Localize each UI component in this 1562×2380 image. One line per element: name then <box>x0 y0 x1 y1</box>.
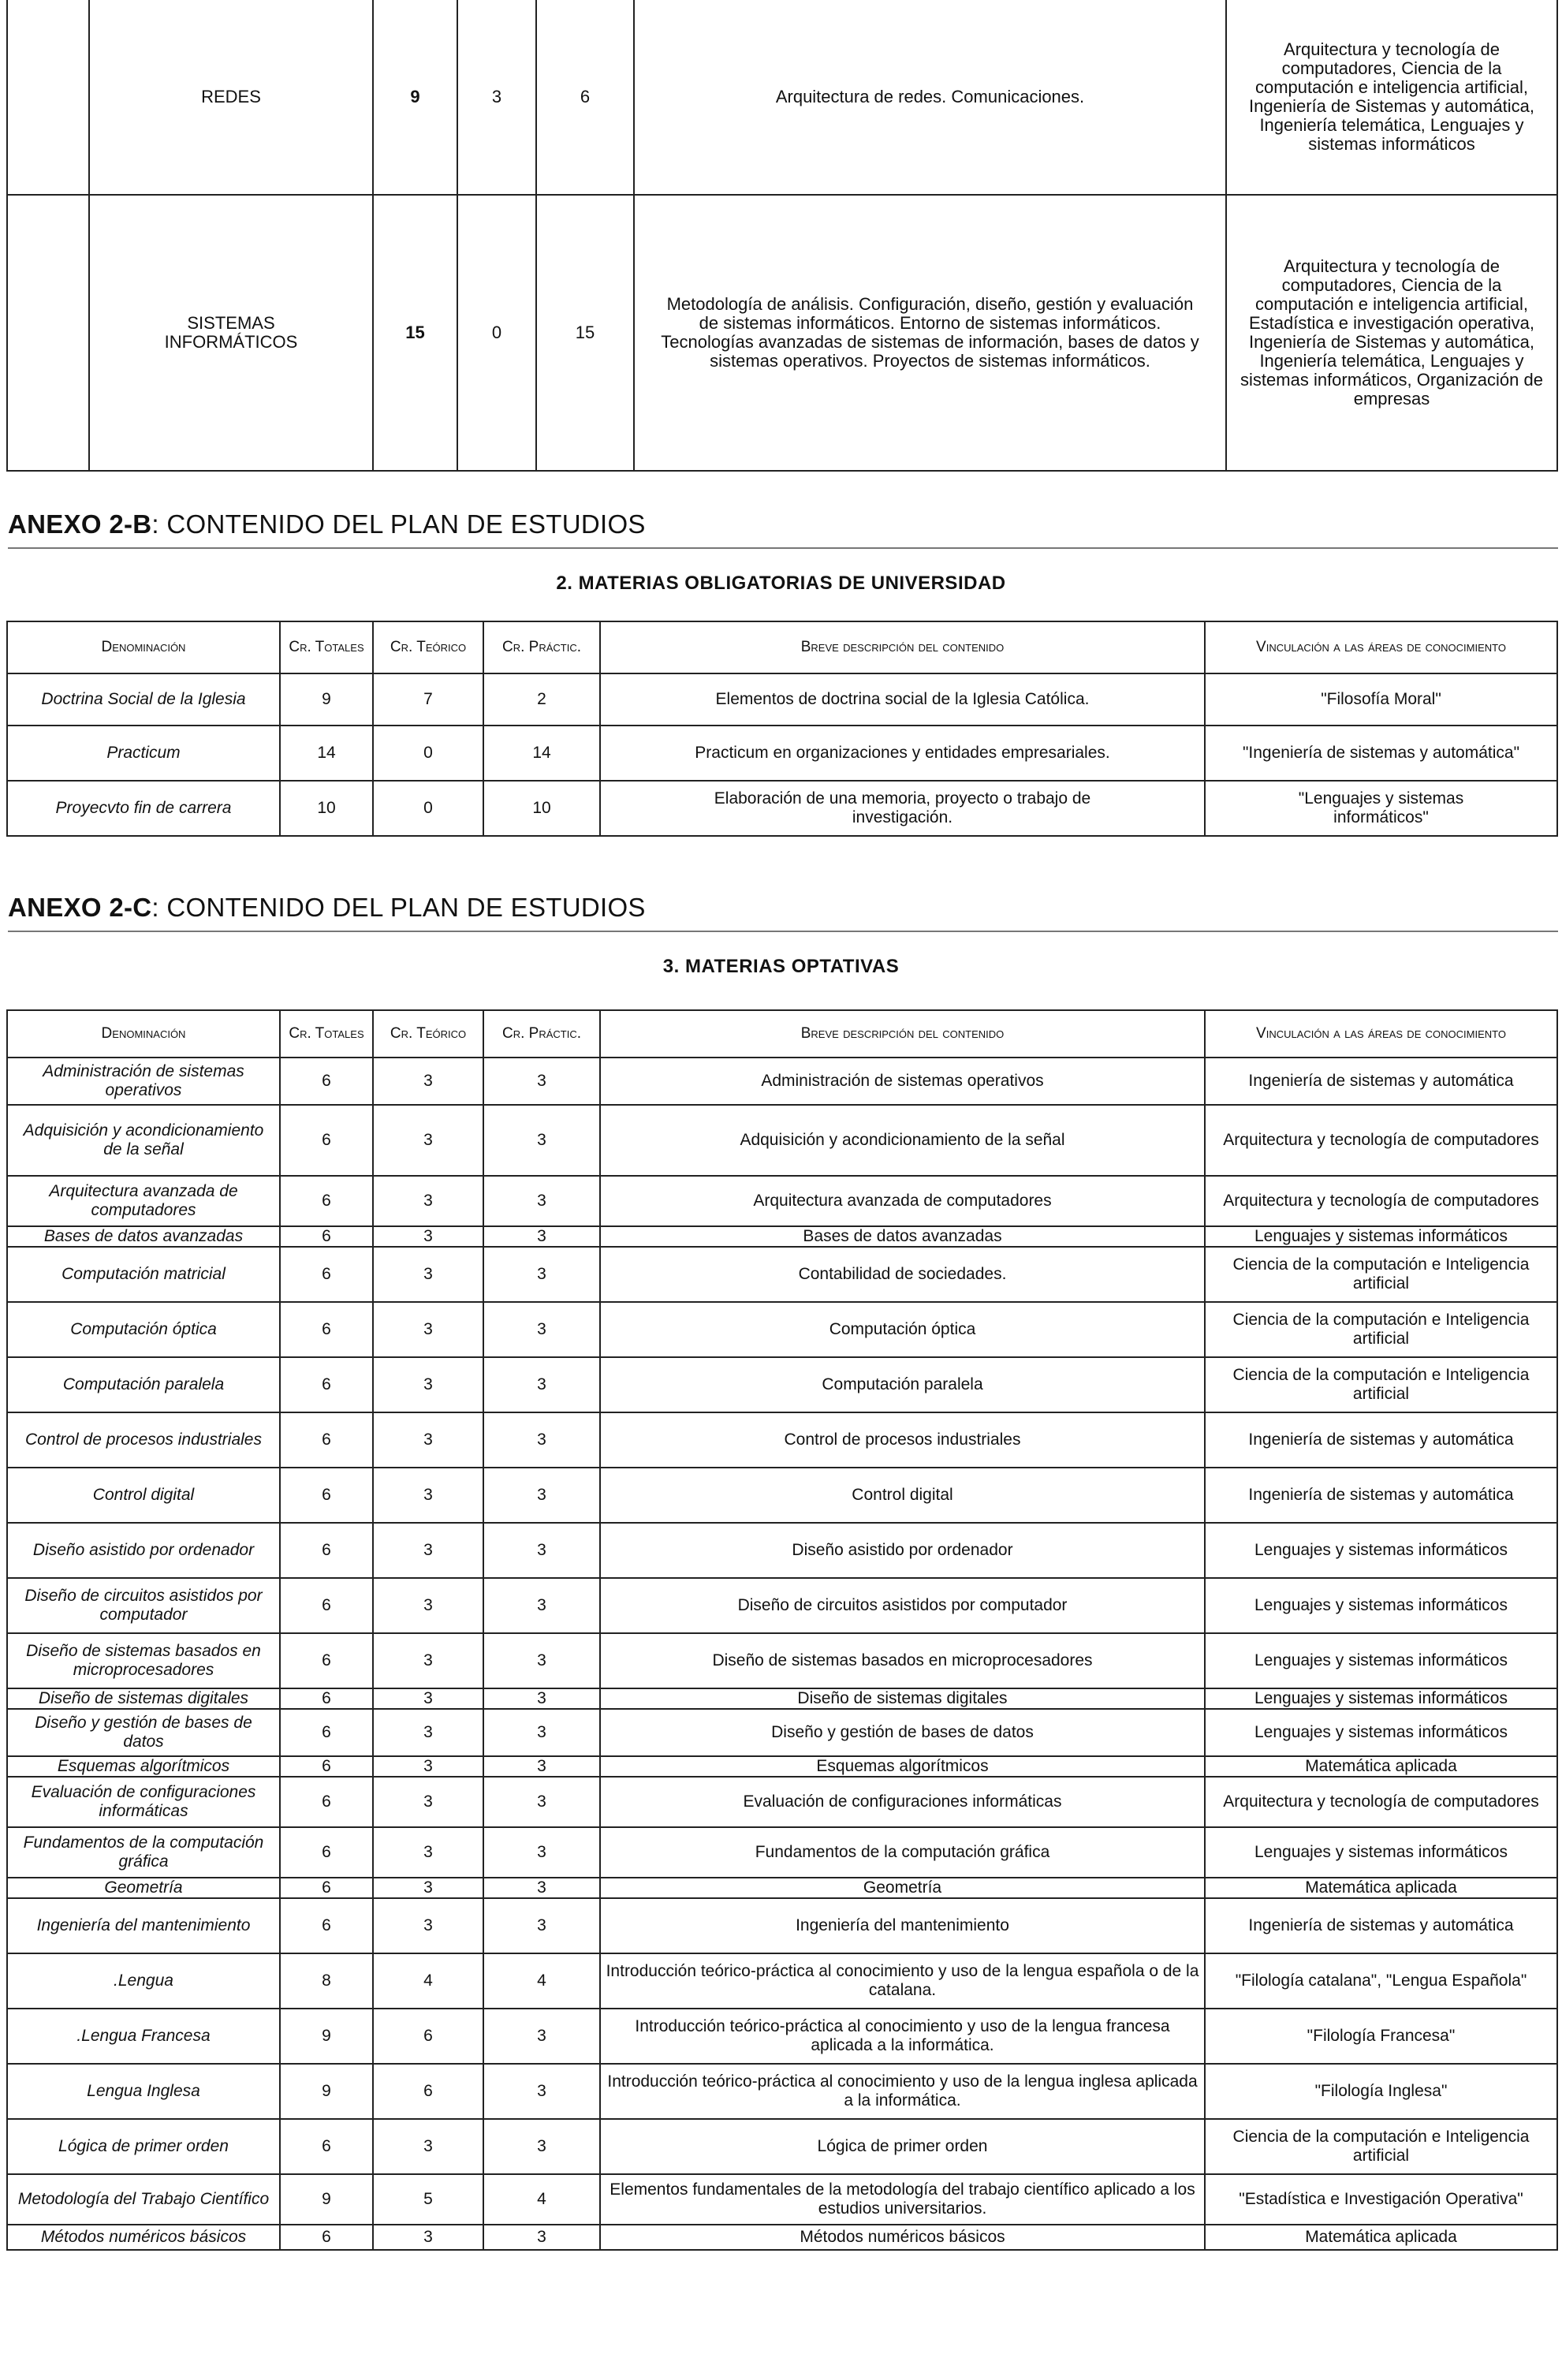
cell-areas: "Ingeniería de sistemas y automática" <box>1205 726 1557 781</box>
cell-cr-practico: 3 <box>483 2064 600 2119</box>
cell-cr-teorico: 3 <box>373 1523 483 1578</box>
cell-cr-totales: 6 <box>280 1878 373 1898</box>
cell-descripcion: Administración de sistemas operativos <box>600 1058 1205 1105</box>
cell-areas: Arquitectura y tecnología de computadores <box>1205 1176 1557 1226</box>
cell-areas: Ciencia de la computación e Inteligencia artificial <box>1205 1357 1557 1412</box>
cell-denominacion: REDES <box>89 0 373 195</box>
cell-areas: Ingeniería de sistemas y automática <box>1205 1412 1557 1468</box>
cell-areas: Lenguajes y sistemas informáticos <box>1205 1827 1557 1878</box>
cell-descripcion: Diseño de circuitos asistidos por computador <box>600 1578 1205 1633</box>
cell-denominacion: Computación óptica <box>7 1302 280 1357</box>
header-areas: Vinculación a las áreas de conocimiento <box>1205 1010 1557 1058</box>
cell-denominacion: Metodología del Trabajo Científico <box>7 2174 280 2225</box>
cell-cr-totales: 6 <box>280 1105 373 1176</box>
table-row <box>7 0 1557 195</box>
header-cr-practico: Cr. Práctic. <box>483 1010 600 1058</box>
cell-cr-practico: 3 <box>483 1412 600 1468</box>
cell-areas: Ingeniería de sistemas y automática <box>1205 1468 1557 1523</box>
cell-cr-teorico: 0 <box>373 781 483 836</box>
cell-areas: Matemática aplicada <box>1205 1878 1557 1898</box>
cell-cr-teorico: 3 <box>373 1058 483 1105</box>
table-row <box>7 1357 1557 1412</box>
section-b-heading <box>8 509 646 539</box>
cell-descripcion: Elementos fundamentales de la metodología del trabajo científico aplicado a los estudios universitarios. <box>600 2174 1205 2225</box>
cell-cr-practico: 2 <box>483 673 600 726</box>
cell-cr-teorico: 3 <box>373 1412 483 1468</box>
cell-denominacion: Diseño de circuitos asistidos por computador <box>7 1578 280 1633</box>
cell-descripcion: Elaboración de una memoria, proyecto o trabajo de investigación. <box>600 781 1205 836</box>
cell-cr-teorico: 3 <box>373 1688 483 1709</box>
cell-descripcion: Fundamentos de la computación gráfica <box>600 1827 1205 1878</box>
cell-cr-practico: 6 <box>536 0 634 195</box>
cell-cr-teorico: 3 <box>373 1756 483 1777</box>
cell-areas: Matemática aplicada <box>1205 1756 1557 1777</box>
cell-descripcion: Geometría <box>600 1878 1205 1898</box>
section-b-heading-text: : CONTENIDO DEL PLAN DE ESTUDIOS <box>151 509 646 539</box>
table-row <box>7 1709 1557 1756</box>
cell-cr-totales: 6 <box>280 1898 373 1953</box>
cell-cr-practico: 3 <box>483 1633 600 1688</box>
cell-descripcion: Diseño de sistemas digitales <box>600 1688 1205 1709</box>
cell-cr-teorico: 3 <box>373 1468 483 1523</box>
cell-cr-practico: 3 <box>483 1756 600 1777</box>
header-descripcion: Breve descripción del contenido <box>600 1010 1205 1058</box>
cell-areas: Lenguajes y sistemas informáticos <box>1205 1523 1557 1578</box>
table-row <box>7 1578 1557 1633</box>
header-cr-totales: Cr. Totales <box>280 621 373 673</box>
cell-descripcion: Adquisición y acondicionamiento de la señal <box>600 1105 1205 1176</box>
cell-denominacion: Ingeniería del mantenimiento <box>7 1898 280 1953</box>
table-row <box>7 2009 1557 2064</box>
cell-cr-practico: 3 <box>483 2009 600 2064</box>
cell-cr-totales: 8 <box>280 1953 373 2009</box>
cell-cr-teorico: 3 <box>373 1105 483 1176</box>
cell-cr-teorico: 3 <box>373 1633 483 1688</box>
table-continued-subjects <box>6 0 1558 472</box>
cell-cr-teorico: 0 <box>457 195 536 471</box>
cell-denominacion: Adquisición y acondicionamiento de la señal <box>7 1105 280 1176</box>
cell-areas: "Filología Francesa" <box>1205 2009 1557 2064</box>
table-optativas <box>6 1009 1558 2251</box>
cell-cr-totales: 6 <box>280 1357 373 1412</box>
cell-cr-teorico: 3 <box>373 1176 483 1226</box>
table-row <box>7 1247 1557 1302</box>
cell-denominacion: Doctrina Social de la Iglesia <box>7 673 280 726</box>
header-cr-practico: Cr. Práctic. <box>483 621 600 673</box>
section-c-heading <box>8 893 646 923</box>
cell-cr-totales: 9 <box>373 0 457 195</box>
cell-denominacion: Proyecvto fin de carrera <box>7 781 280 836</box>
cell-cr-teorico: 6 <box>373 2064 483 2119</box>
cell-descripcion: Diseño y gestión de bases de datos <box>600 1709 1205 1756</box>
cell-cr-teorico: 7 <box>373 673 483 726</box>
table-row <box>7 1105 1557 1176</box>
cell-cr-totales: 6 <box>280 1302 373 1357</box>
table-row <box>7 1468 1557 1523</box>
cell-cr-teorico: 3 <box>373 1777 483 1827</box>
table-row <box>7 726 1557 781</box>
cell-cr-teorico: 3 <box>373 1247 483 1302</box>
cell-areas: Ingeniería de sistemas y automática <box>1205 1898 1557 1953</box>
cell-descripcion: Elementos de doctrina social de la Iglesia Católica. <box>600 673 1205 726</box>
section-b-divider <box>8 547 1558 549</box>
cell-areas: Ingeniería de sistemas y automática <box>1205 1058 1557 1105</box>
cell-cr-teorico: 3 <box>373 1898 483 1953</box>
cell-denominacion: SISTEMAS INFORMÁTICOS <box>89 195 373 471</box>
cell-descripcion: Arquitectura de redes. Comunicaciones. <box>634 0 1226 195</box>
cell-cr-totales: 6 <box>280 1578 373 1633</box>
cell-cr-practico: 3 <box>483 1578 600 1633</box>
cell-denominacion: Geometría <box>7 1878 280 1898</box>
cell-denominacion: .Lengua Francesa <box>7 2009 280 2064</box>
cell-descripcion: Computación paralela <box>600 1357 1205 1412</box>
cell-areas: Matemática aplicada <box>1205 2225 1557 2250</box>
cell-cr-teorico: 3 <box>373 1709 483 1756</box>
cell-descripcion: Ingeniería del mantenimiento <box>600 1898 1205 1953</box>
cell-descripcion: Metodología de análisis. Configuración, diseño, gestión y evaluación de sistemas informáticos. Entorno de sistemas informáticos. Tecnologías avanzadas de sistemas de información, bases de datos y sistemas operativos. Proyectos de sistemas informáticos. <box>634 195 1226 471</box>
cell-cr-practico: 3 <box>483 1523 600 1578</box>
cell-denominacion: Fundamentos de la computación gráfica <box>7 1827 280 1878</box>
cell-areas: Ciencia de la computación e Inteligencia artificial <box>1205 1247 1557 1302</box>
cell-cr-totales: 9 <box>280 673 373 726</box>
cell-cr-totales: 6 <box>280 1777 373 1827</box>
table-row <box>7 1633 1557 1688</box>
table-header-row <box>7 621 1557 673</box>
cell-cr-totales: 6 <box>280 2225 373 2250</box>
table-row <box>7 1898 1557 1953</box>
table-row <box>7 1176 1557 1226</box>
cell-cr-practico: 3 <box>483 1688 600 1709</box>
cell-denominacion: Control de procesos industriales <box>7 1412 280 1468</box>
cell-denominacion: Practicum <box>7 726 280 781</box>
cell-areas: "Estadística e Investigación Operativa" <box>1205 2174 1557 2225</box>
cell-areas: "Lenguajes y sistemas informáticos" <box>1205 781 1557 836</box>
cell-cr-totales: 6 <box>280 1468 373 1523</box>
cell-descripcion: Computación óptica <box>600 1302 1205 1357</box>
cell-cr-teorico: 3 <box>373 1302 483 1357</box>
section-c-heading-code: ANEXO 2-C <box>8 893 152 922</box>
cell-cr-teorico: 6 <box>373 2009 483 2064</box>
table-row <box>7 2174 1557 2225</box>
cell-cr-totales: 6 <box>280 1523 373 1578</box>
cell-cr-totales: 6 <box>280 1709 373 1756</box>
cell-cr-teorico: 3 <box>373 1878 483 1898</box>
cell-descripcion: Practicum en organizaciones y entidades empresariales. <box>600 726 1205 781</box>
cell-cr-teorico: 3 <box>373 2119 483 2174</box>
cell-cr-teorico: 3 <box>373 1827 483 1878</box>
header-denominacion: Denominación <box>7 621 280 673</box>
cell-denominacion: Lógica de primer orden <box>7 2119 280 2174</box>
cell-areas: "Filosofía Moral" <box>1205 673 1557 726</box>
cell-cr-practico: 3 <box>483 1878 600 1898</box>
header-cr-teorico: Cr. Teórico <box>373 1010 483 1058</box>
header-areas: Vinculación a las áreas de conocimiento <box>1205 621 1557 673</box>
cell-cr-practico: 4 <box>483 2174 600 2225</box>
table-row <box>7 1058 1557 1105</box>
cell-areas: Arquitectura y tecnología de computadores, Ciencia de la computación e inteligencia artificial, Ingeniería de Sistemas y automática, Ingeniería telemática, Lenguajes y sistemas informáticos <box>1226 0 1557 195</box>
cell-denominacion: Bases de datos avanzadas <box>7 1226 280 1247</box>
cell-areas: Lenguajes y sistemas informáticos <box>1205 1578 1557 1633</box>
table-row <box>7 1412 1557 1468</box>
cell-cr-practico: 3 <box>483 1357 600 1412</box>
cell-cr-practico: 14 <box>483 726 600 781</box>
table-row <box>7 2119 1557 2174</box>
cell-cr-practico: 3 <box>483 1827 600 1878</box>
section-c-subtitle: 3. MATERIAS OPTATIVAS <box>662 956 900 977</box>
cell-cr-teorico: 3 <box>373 1578 483 1633</box>
row-margin-cell <box>7 0 89 195</box>
table-row <box>7 1226 1557 1247</box>
section-c-heading-text: : CONTENIDO DEL PLAN DE ESTUDIOS <box>151 893 646 922</box>
table-row <box>7 2064 1557 2119</box>
cell-cr-teorico: 3 <box>457 0 536 195</box>
cell-cr-practico: 3 <box>483 1226 600 1247</box>
cell-denominacion: Diseño y gestión de bases de datos <box>7 1709 280 1756</box>
cell-descripcion: Introducción teórico-práctica al conocimiento y uso de la lengua inglesa aplicada a la informática. <box>600 2064 1205 2119</box>
table-row <box>7 1953 1557 2009</box>
cell-denominacion: Métodos numéricos básicos <box>7 2225 280 2250</box>
cell-cr-totales: 6 <box>280 1756 373 1777</box>
cell-cr-totales: 9 <box>280 2064 373 2119</box>
cell-cr-teorico: 4 <box>373 1953 483 2009</box>
cell-denominacion: Computación matricial <box>7 1247 280 1302</box>
cell-cr-teorico: 3 <box>373 1357 483 1412</box>
cell-denominacion: Diseño asistido por ordenador <box>7 1523 280 1578</box>
table-row <box>7 1777 1557 1827</box>
row-margin-cell <box>7 195 89 471</box>
cell-cr-totales: 6 <box>280 1412 373 1468</box>
cell-descripcion: Control digital <box>600 1468 1205 1523</box>
cell-cr-teorico: 5 <box>373 2174 483 2225</box>
header-descripcion: Breve descripción del contenido <box>600 621 1205 673</box>
cell-cr-practico: 3 <box>483 1176 600 1226</box>
cell-cr-practico: 3 <box>483 1898 600 1953</box>
cell-denominacion: Evaluación de configuraciones informáticas <box>7 1777 280 1827</box>
cell-cr-practico: 3 <box>483 1302 600 1357</box>
cell-descripcion: Introducción teórico-práctica al conocimiento y uso de la lengua española o de la catalana. <box>600 1953 1205 2009</box>
cell-areas: "Filología catalana", "Lengua Española" <box>1205 1953 1557 2009</box>
cell-denominacion: Arquitectura avanzada de computadores <box>7 1176 280 1226</box>
cell-descripcion: Control de procesos industriales <box>600 1412 1205 1468</box>
table-row <box>7 195 1557 471</box>
cell-cr-practico: 3 <box>483 2119 600 2174</box>
cell-cr-totales: 6 <box>280 1688 373 1709</box>
section-b-heading-code: ANEXO 2-B <box>8 509 152 539</box>
table-row <box>7 2225 1557 2250</box>
cell-cr-practico: 3 <box>483 1709 600 1756</box>
section-c-divider <box>8 931 1558 932</box>
cell-cr-totales: 6 <box>280 1058 373 1105</box>
cell-cr-totales: 9 <box>280 2009 373 2064</box>
cell-denominacion: .Lengua <box>7 1953 280 2009</box>
cell-descripcion: Introducción teórico-práctica al conocimiento y uso de la lengua francesa aplicada a la informática. <box>600 2009 1205 2064</box>
cell-cr-totales: 9 <box>280 2174 373 2225</box>
cell-denominacion: Lengua Inglesa <box>7 2064 280 2119</box>
cell-denominacion: Computación paralela <box>7 1357 280 1412</box>
cell-cr-totales: 14 <box>280 726 373 781</box>
table-row <box>7 1302 1557 1357</box>
cell-cr-practico: 3 <box>483 1777 600 1827</box>
cell-cr-practico: 4 <box>483 1953 600 2009</box>
cell-areas: Arquitectura y tecnología de computadores, Ciencia de la computación e inteligencia artificial, Estadística e investigación operativa, Ingeniería de Sistemas y automática, Ingeniería telemática, Lenguajes y sistemas informáticos, Organización de empresas <box>1226 195 1557 471</box>
cell-cr-totales: 10 <box>280 781 373 836</box>
cell-cr-practico: 3 <box>483 1468 600 1523</box>
cell-descripcion: Esquemas algorítmicos <box>600 1756 1205 1777</box>
cell-cr-teorico: 0 <box>373 726 483 781</box>
cell-descripcion: Contabilidad de sociedades. <box>600 1247 1205 1302</box>
cell-cr-teorico: 3 <box>373 2225 483 2250</box>
cell-areas: Lenguajes y sistemas informáticos <box>1205 1226 1557 1247</box>
cell-denominacion: Control digital <box>7 1468 280 1523</box>
cell-cr-totales: 6 <box>280 1226 373 1247</box>
cell-cr-totales: 6 <box>280 1827 373 1878</box>
table-row <box>7 1827 1557 1878</box>
cell-descripcion: Lógica de primer orden <box>600 2119 1205 2174</box>
cell-cr-practico: 3 <box>483 2225 600 2250</box>
section-b-subtitle: 2. MATERIAS OBLIGATORIAS DE UNIVERSIDAD <box>556 573 1006 594</box>
cell-descripcion: Diseño asistido por ordenador <box>600 1523 1205 1578</box>
cell-areas: "Filología Inglesa" <box>1205 2064 1557 2119</box>
cell-cr-practico: 3 <box>483 1105 600 1176</box>
cell-cr-totales: 15 <box>373 195 457 471</box>
table-continued-body <box>7 0 1557 471</box>
cell-cr-practico: 10 <box>483 781 600 836</box>
header-cr-totales: Cr. Totales <box>280 1010 373 1058</box>
cell-denominacion: Esquemas algorítmicos <box>7 1756 280 1777</box>
cell-denominacion: Diseño de sistemas basados en microprocesadores <box>7 1633 280 1688</box>
cell-cr-teorico: 3 <box>373 1226 483 1247</box>
cell-cr-totales: 6 <box>280 1633 373 1688</box>
cell-cr-practico: 3 <box>483 1247 600 1302</box>
cell-cr-totales: 6 <box>280 1247 373 1302</box>
cell-descripcion: Bases de datos avanzadas <box>600 1226 1205 1247</box>
header-denominacion: Denominación <box>7 1010 280 1058</box>
table-row <box>7 781 1557 836</box>
cell-descripcion: Arquitectura avanzada de computadores <box>600 1176 1205 1226</box>
cell-descripcion: Evaluación de configuraciones informáticas <box>600 1777 1205 1827</box>
cell-areas: Arquitectura y tecnología de computadores <box>1205 1777 1557 1827</box>
cell-denominacion: Administración de sistemas operativos <box>7 1058 280 1105</box>
table-header-row <box>7 1010 1557 1058</box>
cell-cr-practico: 3 <box>483 1058 600 1105</box>
table-row <box>7 673 1557 726</box>
cell-areas: Ciencia de la computación e Inteligencia artificial <box>1205 2119 1557 2174</box>
cell-descripcion: Diseño de sistemas basados en microprocesadores <box>600 1633 1205 1688</box>
cell-areas: Arquitectura y tecnología de computadores <box>1205 1105 1557 1176</box>
table-obligatorias <box>6 621 1558 837</box>
table-row <box>7 1756 1557 1777</box>
table-row <box>7 1878 1557 1898</box>
table-row <box>7 1523 1557 1578</box>
cell-cr-practico: 15 <box>536 195 634 471</box>
cell-areas: Lenguajes y sistemas informáticos <box>1205 1688 1557 1709</box>
cell-cr-totales: 6 <box>280 2119 373 2174</box>
cell-areas: Lenguajes y sistemas informáticos <box>1205 1633 1557 1688</box>
header-cr-teorico: Cr. Teórico <box>373 621 483 673</box>
cell-areas: Lenguajes y sistemas informáticos <box>1205 1709 1557 1756</box>
cell-areas: Ciencia de la computación e Inteligencia artificial <box>1205 1302 1557 1357</box>
cell-denominacion: Diseño de sistemas digitales <box>7 1688 280 1709</box>
cell-cr-totales: 6 <box>280 1176 373 1226</box>
table-row <box>7 1688 1557 1709</box>
cell-descripcion: Métodos numéricos básicos <box>600 2225 1205 2250</box>
table-optativas-body <box>7 1058 1557 2250</box>
